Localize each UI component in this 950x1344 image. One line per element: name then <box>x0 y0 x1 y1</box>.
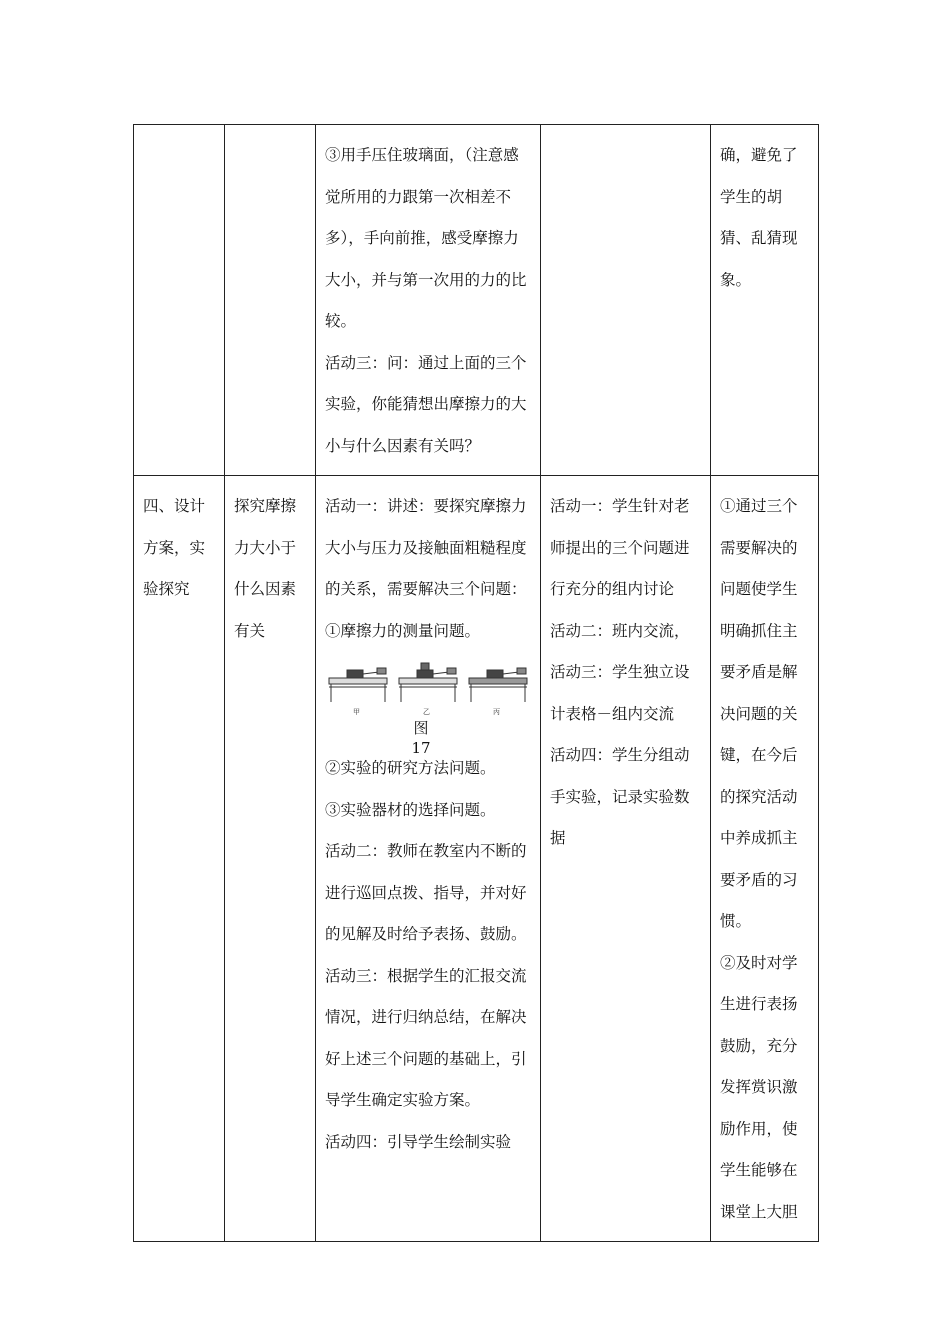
teacher-activity-paragraph: ①摩擦力的测量问题。 <box>325 621 481 640</box>
student-activity-cell <box>541 476 711 1242</box>
stage-cell <box>134 125 225 476</box>
design-intent-paragraph: ①通过三个需要解决的问题使学生明确抓住主要矛盾是解决问题的关键，在今后的探究活动中养成抓主要矛盾的习惯。 <box>720 497 798 930</box>
teacher-activity-paragraph: 活动三：问：通过上面的三个实验，你能猜想出摩擦力的大小与什么因素有关吗？ <box>325 353 527 455</box>
student-activity-paragraph: 活动四：学生分组动手实验，记录实验数据 <box>550 746 690 847</box>
teacher-activity-cell <box>316 476 541 1242</box>
teacher-activity-paragraph: 活动四：引导学生绘制实验 <box>325 1132 512 1151</box>
friction-experiment-figure <box>325 658 531 757</box>
teacher-activity-paragraph: ③实验器材的选择问题。 <box>325 800 496 819</box>
lesson-plan-table <box>133 124 819 1242</box>
design-intent-cell: 确，避免了学生的胡猜、乱猜现象。 <box>711 125 819 476</box>
topic-cell <box>225 125 316 476</box>
friction-experiment-illustration <box>325 658 535 720</box>
design-intent-paragraph: ②及时对学生进行表扬鼓励，充分发挥赏识激励作用，使学生能够在课堂上大胆 <box>720 953 798 1221</box>
student-activity-paragraph: 活动三：学生独立设计表格－组内交流 <box>550 663 690 723</box>
teacher-activity-paragraph: ②实验的研究方法问题。 <box>325 759 496 777</box>
table-row <box>134 476 819 1242</box>
student-activity-paragraph: 活动一：学生针对老师提出的三个问题进行充分的组内讨论 <box>550 497 690 598</box>
teacher-activity-paragraph: 活动三：根据学生的汇报交流情况，进行归纳总结，在解决好上述三个问题的基础上，引导学生确定实验方案。 <box>325 966 527 1109</box>
figure-label-yi: 乙 <box>423 708 430 716</box>
design-intent-cell <box>711 476 819 1242</box>
teacher-activity-paragraph: 活动一：讲述：要探究摩擦力大小与压力及接触面粗糙程度的关系，需要解决三个问题： <box>325 497 527 598</box>
figure-label-bing: 丙 <box>493 708 500 716</box>
teacher-activity-paragraph: 活动二：教师在教室内不断的进行巡回点拨、指导，并对好的见解及时给予表扬、鼓励。 <box>325 842 527 943</box>
topic-cell: 探究摩擦力大小于什么因素有关 <box>225 476 316 1242</box>
table-row <box>134 125 819 476</box>
figure-label-jia: 甲 <box>353 708 360 716</box>
student-activity-cell <box>541 125 711 476</box>
teacher-activity-cell <box>316 125 541 476</box>
student-activity-paragraph: 活动二：班内交流， <box>550 621 690 640</box>
stage-cell: 四、设计方案，实验探究 <box>134 476 225 1242</box>
figure-caption: 图17 <box>411 719 431 757</box>
teacher-activity-paragraph: ③用手压住玻璃面，（注意感觉所用的力跟第一次相差不多），手向前推，感受摩擦力大小，并与第一次用的力的比较。 <box>325 146 527 330</box>
